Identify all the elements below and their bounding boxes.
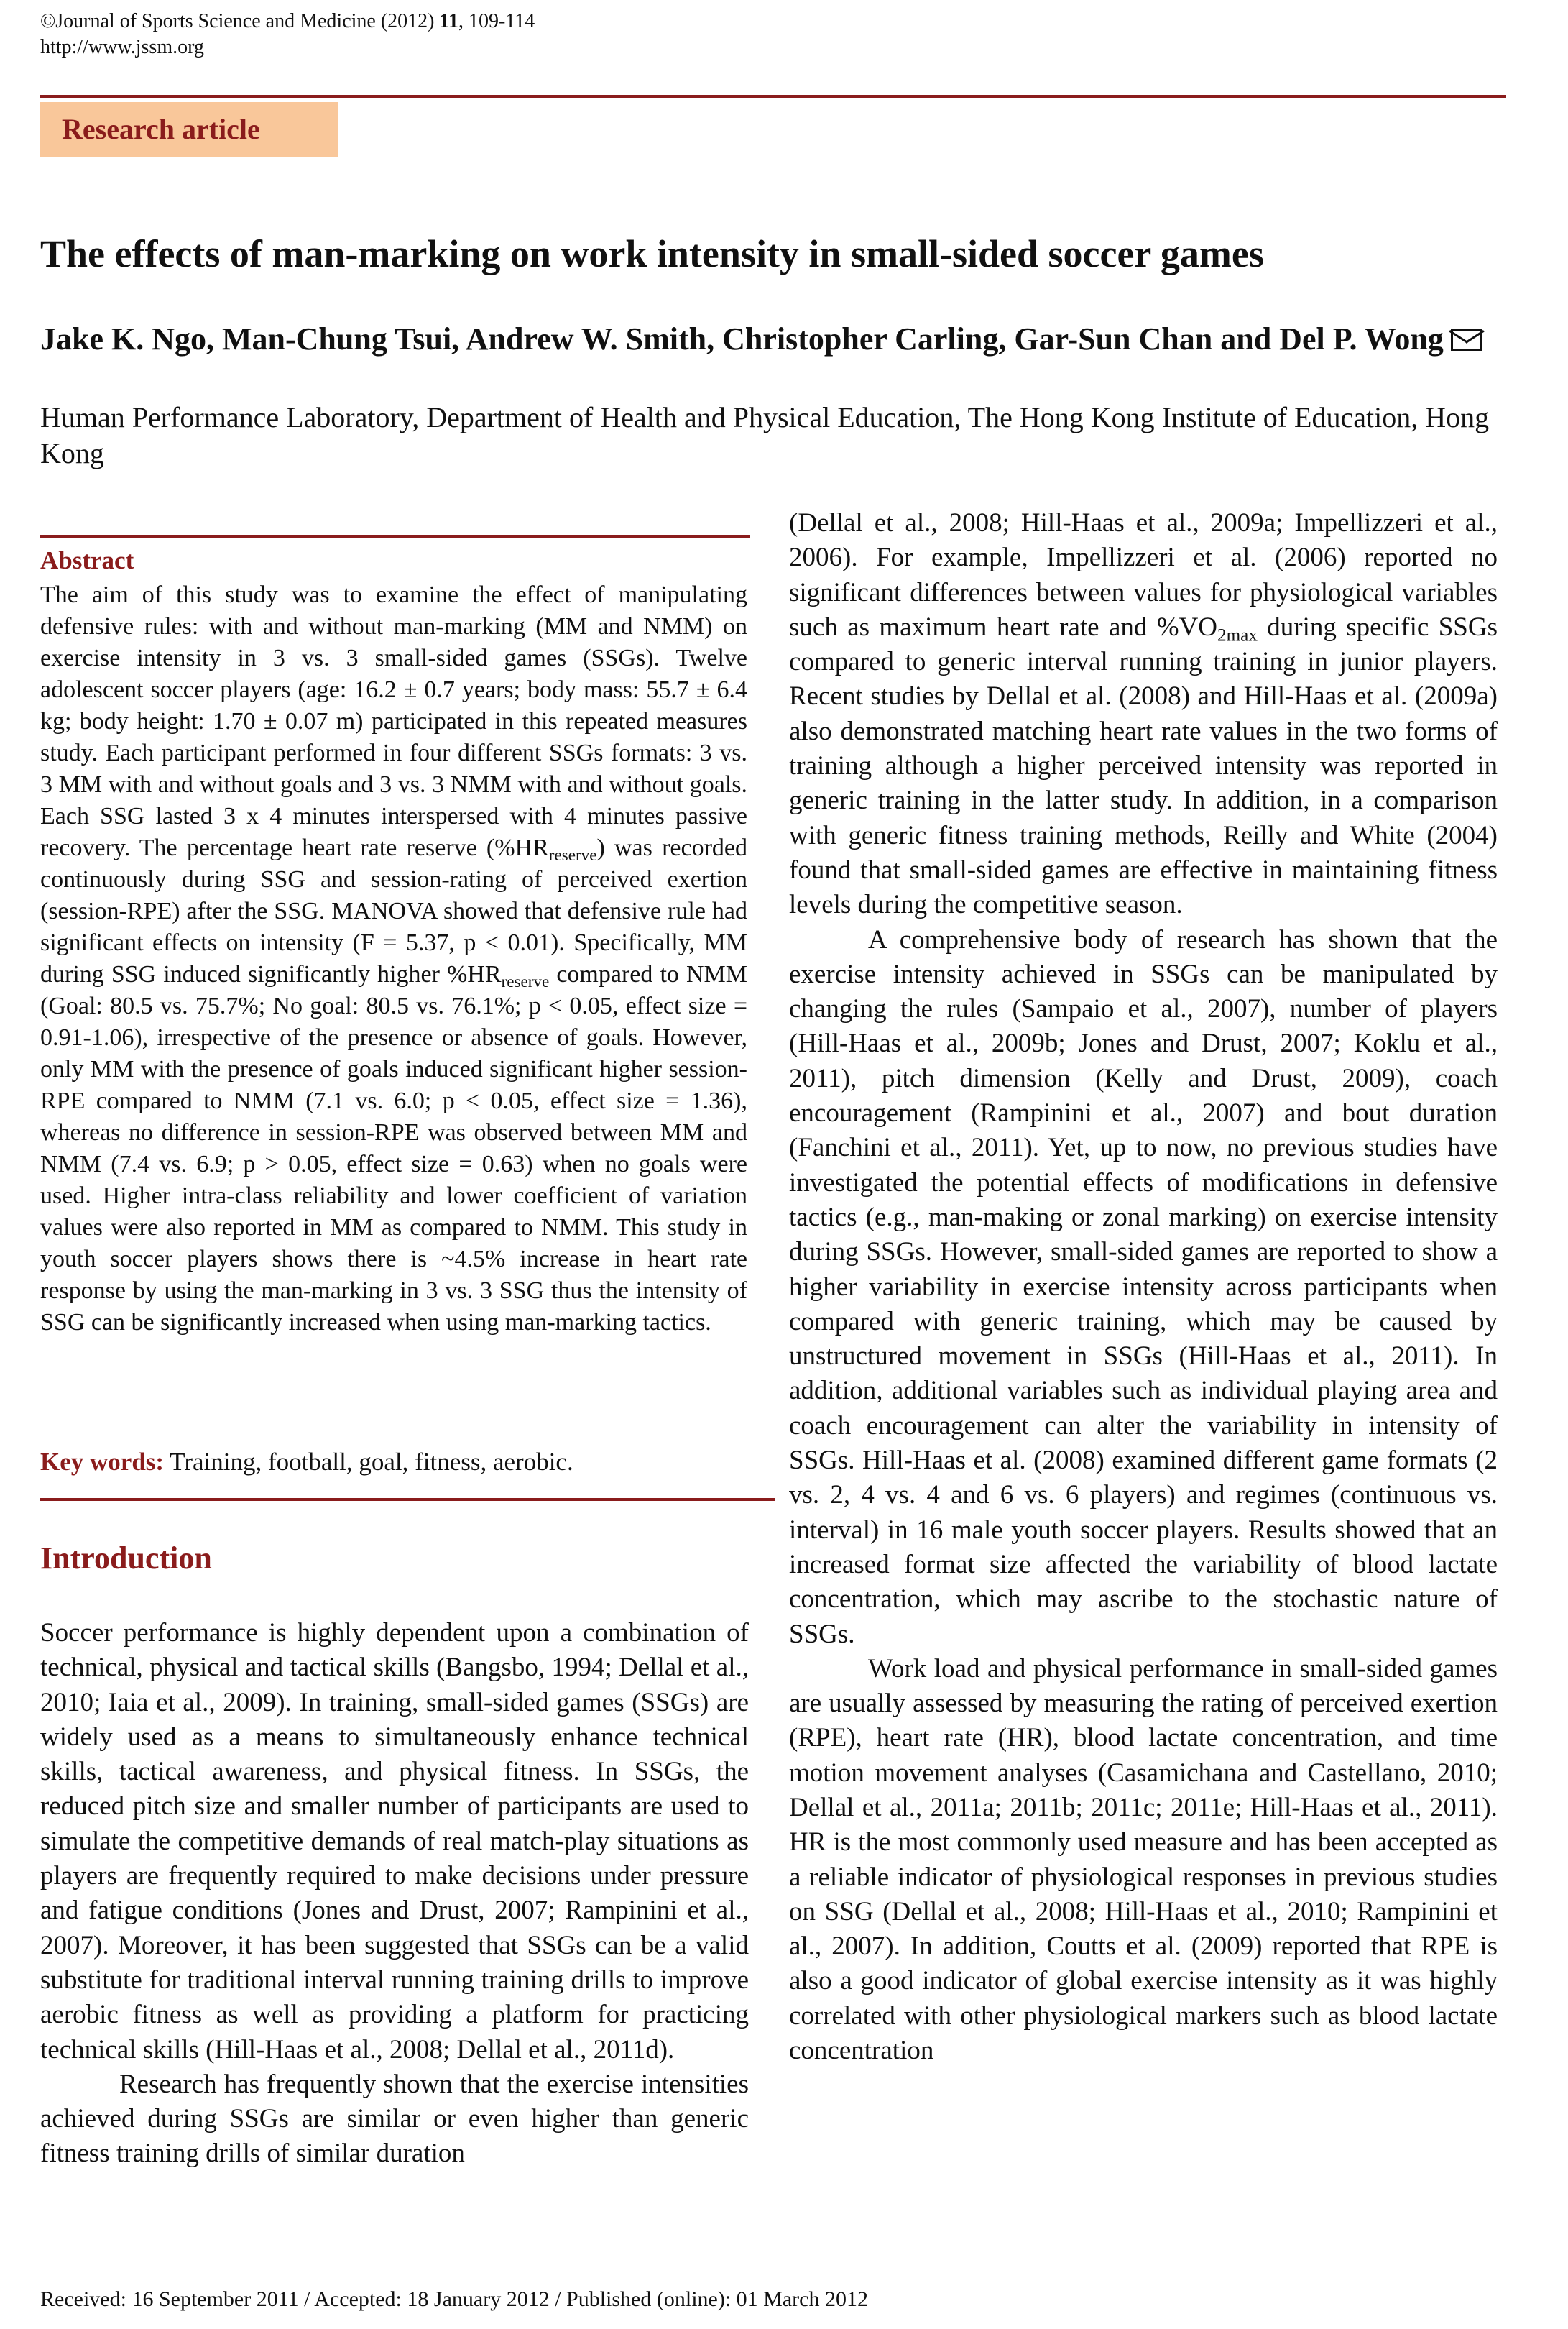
received-dates: Received: 16 September 2011 / Accepted: 18 January 2012 / Published (online): 01 March 2012 <box>40 2287 868 2311</box>
right-paragraph-3: Work load and physical performance in small-sided games are usually assessed by measuring the rating of perceived exertion (RPE), heart rate (HR), blood lactate concentration, and time motion movement analyses (Casamichana and Castellano, 2010; Dellal et al., 2011a; 2011b; 2011c; 2011e; Hill-Haas et al., 2011). HR is the most commonly used measure and has been accepted as a reliable indicator of physiological responses in previous studies on SSG (Dellal et al., 2008; Hill-Haas et al., 2010; Rampinini et al., 2007). In addition, Coutts et al. (2009) reported that RPE is also a good indicator of global exercise intensity as it was highly correlated with other physiological markers such as blood lactate concentration <box>789 1653 1498 2066</box>
left-column-text <box>40 1616 749 2172</box>
journal-citation: ©Journal of Sports Science and Medicine (2012) 11, 109-114 <box>40 10 535 32</box>
authors-text: Jake K. Ngo, Man-Chung Tsui, Andrew W. Smith, Christopher Carling, Gar-Sun Chan and Del P. Wong <box>40 321 1444 357</box>
header-rule <box>40 95 1506 98</box>
envelope-icon[interactable] <box>1451 329 1482 351</box>
affiliation: Human Performance Laboratory, Department of Health and Physical Education, The Hong Kong Institute of Education, Hong Kong <box>40 401 1490 469</box>
right-paragraph-1: (Dellal et al., 2008; Hill-Haas et al., 2009a; Impellizzeri et al., 2006). For example, Impellizzeri et al. (2006) reported no significant differences between values for physiological variables such as maximum heart rate and $\%VO_{2max}$ during specific SSGs compared to generic interval running training in junior players. Recent studies by Dellal et al. (2008) and Hill-Haas et al. (2009a) also demonstrated matching heart rate values in the two forms of training although a higher perceived intensity was reported in generic training in the latter study. In addition, in a comparison with generic fitness training methods, Reilly and White (2004) found that small-sided games are effective in maintaining fitness levels during the competitive season. <box>789 508 1498 920</box>
keywords <box>40 1446 759 1478</box>
introduction-heading: Introduction <box>40 1540 212 1576</box>
article-title: The effects of man-marking on work intensity in small-sided soccer games <box>40 232 1264 275</box>
keywords-label: Key words: <box>40 1448 165 1476</box>
section-tag-label: Research article <box>62 113 260 145</box>
abstract-body: The aim of this study was to examine the effect of manipulating defensive rules: with and without man-marking (MM and NMM) on exercise intensity in 3 vs. 3 small-sided games (SSGs). Twelve adolescent soccer players (age: 16.2 ± 0.7 years; body mass: 55.7 ± 6.4 kg; body height: 1.70 ± 0.07 m) participated in this repeated measures study. Each participant performed in four different SSGs formats: 3 vs. 3 MM with and without goals and 3 vs. 3 NMM with and without goals. Each SSG lasted 3 x 4 minutes interspersed with 4 minutes passive recovery. The percentage heart rate reserve $(\%HR_{reserve})$ was recorded continuously during SSG and session-rating of perceived exertion (session-RPE) after the SSG. MANOVA showed that defensive rule had significant effects on intensity (F = 5.37, p < 0.01). Specifically, MM during SSG induced significantly higher $\%HR_{reserve}$ compared to NMM (Goal: 80.5 vs. 75.7%; No goal: 80.5 vs. 76.1%; p < 0.05, effect size = 0.91-1.06), irrespective of the presence or absence of goals. However, only MM with the presence of goals induced significant higher session-RPE compared to NMM (7.1 vs. 6.0; p < 0.05, effect size = 1.36), whereas no difference in session-RPE was observed between MM and NMM (7.4 vs. 6.9; p > 0.05, effect size = 0.63) when no goals were used. Higher intra-class reliability and lower coefficient of variation values were also reported in MM as compared to NMM. This study in youth soccer players shows there is ~4.5% increase in heart rate response by using the man-marking in 3 vs. 3 SSG thus the intensity of SSG can be significantly increased when using man-marking tactics. <box>40 582 747 1336</box>
author-list <box>40 319 1506 359</box>
intro-paragraph-1: Soccer performance is highly dependent upon a combination of technical, physical and tactical skills (Bangsbo, 1994; Dellal et al., 2010; Iaia et al., 2009). In training, small-sided games (SSGs) are widely used as a means to simultaneously enhance technical skills, tactical awareness, and physical fitness. In SSGs, the reduced pitch size and smaller number of participants are used to simulate the competitive demands of real match-play situations as players are frequently required to make decisions under pressure and fatigue conditions (Jones and Drust, 2007; Rampinini et al., 2007). Moreover, it has been suggested that SSGs can be a valid substitute for traditional interval running training drills to improve aerobic fitness as well as providing a platform for practicing technical skills (Hill-Haas et al., 2008; Dellal et al., 2011d). <box>40 1618 749 2064</box>
right-column-text <box>789 506 1498 2068</box>
abstract-top-rule <box>40 535 750 538</box>
keywords-text: Training, football, goal, fitness, aerobic. <box>164 1448 573 1476</box>
intro-paragraph-2: Research has frequently shown that the exercise intensities achieved during SSGs are similar or even higher than generic fitness training drills of similar duration <box>40 2069 749 2169</box>
right-paragraph-2: A comprehensive body of research has shown that the exercise intensity achieved in SSGs can be manipulated by changing the rules (Sampaio et al., 2007), number of players (Hill-Haas et al., 2009b; Jones and Drust, 2007; Koklu et al., 2011), pitch dimension (Kelly and Drust, 2009), coach encouragement (Rampinini et al., 2007) and bout duration (Fanchini et al., 2011). Yet, up to now, no previous studies have investigated the potential effects of modifications in defensive tactics (e.g., man-making or zonal marking) on exercise intensity during SSGs. However, small-sided games are reported to show a higher variability in exercise intensity across participants when compared with generic training, which may be caused by unstructured movement in SSGs (Hill-Haas et al., 2011). In addition, additional variables such as individual playing area and coach encouragement can alter the variability in intensity of SSGs. Hill-Haas et al. (2008) examined different game formats (2 vs. 2, 4 vs. 4 and 6 vs. 6 players) and regimes (continuous vs. interval) in 16 male youth soccer players. Results showed that an increased format size affected the variability of blood lactate concentration, which may ascribe to the stochastic nature of SSGs. <box>789 924 1498 1649</box>
journal-header <box>40 9 535 60</box>
journal-url[interactable]: http://www.jssm.org <box>40 36 204 58</box>
abstract-heading: Abstract <box>40 546 134 574</box>
section-tag <box>40 102 338 157</box>
abstract-bottom-rule <box>40 1498 775 1501</box>
